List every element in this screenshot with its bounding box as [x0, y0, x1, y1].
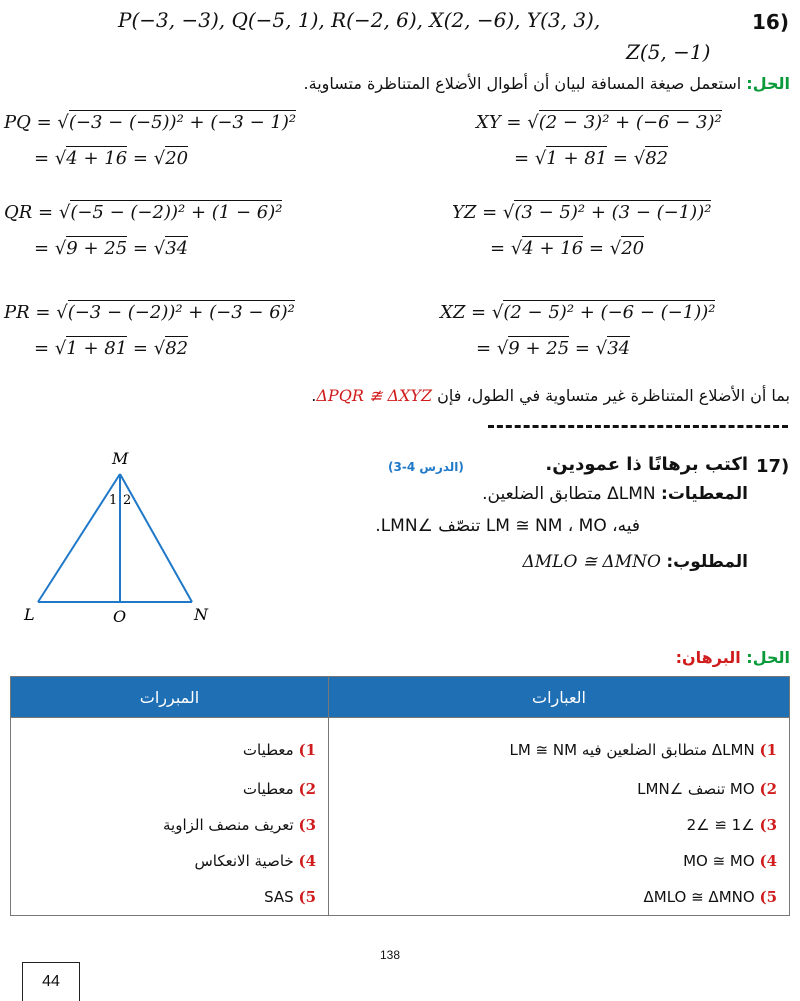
q17-solution-heading	[676, 648, 790, 667]
reason-cell: 2) معطيات	[11, 771, 329, 807]
statement-cell: 1) ΔLMN متطابق الضلعين فيه LM ≅ NM	[329, 718, 790, 772]
prove-label: المطلوب:	[666, 552, 748, 572]
eq-yz-line2: = √4 + 16 = √20	[490, 238, 645, 259]
point-o-label: O	[113, 607, 127, 626]
qr-radicand: (−5 − (−2))² + (1 − 6)²	[70, 202, 283, 223]
statement-cell: 4) MO ≅ MO	[329, 843, 790, 879]
eq-qr-line1: QR = √(−5 − (−2))² + (1 − 6)²	[4, 202, 283, 223]
eq-yz-line1: YZ = √(3 − 5)² + (3 − (−1))²	[452, 202, 712, 223]
q17-number: 17)	[756, 456, 790, 477]
statement-cell: 3) ∠1 ≅ ∠2	[329, 807, 790, 843]
statement-cell: 2) MO تنصف ∠LMN	[329, 771, 790, 807]
solution-label: الحل:	[746, 74, 790, 93]
eq-pq-line1: PQ = √(−3 − (−5))² + (−3 − 1)²	[4, 112, 297, 133]
eq-xz-line2: = √9 + 25 = √34	[476, 338, 631, 359]
angle-1-label: 1	[109, 493, 118, 508]
proof-row	[11, 771, 790, 807]
reasons-header: المبررات	[11, 677, 329, 718]
page-box-number: 44	[22, 962, 80, 1001]
q17-lesson-tag: (الدرس 4-3)	[388, 460, 464, 474]
q16-conclusion: بما أن الأضلاع المتناظرة غير متساوية في الطول، فإن ΔPQR ≇ ΔXYZ.	[311, 386, 790, 405]
two-column-proof-table	[10, 676, 790, 916]
eq-xy-line1: XY = √(2 − 3)² + (−6 − 3)²	[476, 112, 722, 133]
q17-title: اكتب برهانًا ذا عمودين.	[545, 454, 748, 475]
conclusion-math: ΔPQR ≇ ΔXYZ	[316, 386, 433, 405]
eq-pq-line2: = √4 + 16 = √20	[34, 148, 189, 169]
vertex-l-label: L	[24, 605, 35, 624]
angle-2-label: 2	[123, 493, 132, 508]
reason-cell: 3) تعريف منصف الزاوية	[11, 807, 329, 843]
xy-radicand: (2 − 3)² + (−6 − 3)²	[538, 112, 722, 133]
prove-text: ΔMLO ≅ ΔMNO	[522, 552, 661, 572]
isosceles-triangle-figure	[20, 444, 220, 630]
q17-given-2: فيه، LM ≅ NM ، MO تنصّف ∠LMN.	[375, 516, 640, 536]
proof-row	[11, 843, 790, 879]
pr-radicand: (−3 − (−2))² + (−3 − 6)²	[67, 302, 295, 323]
q17-solution-label: الحل:	[746, 648, 790, 667]
q16-number: 16)	[752, 10, 789, 34]
solution-text: استعمل صيغة المسافة لبيان أن أطوال الأضلاع المتناظرة متساوية.	[303, 74, 742, 93]
given-label: المعطيات:	[661, 484, 748, 504]
proof-row	[11, 718, 790, 772]
q16-solution-intro	[304, 74, 790, 93]
eq-pr-line1: PR = √(−3 − (−2))² + (−3 − 6)²	[4, 302, 295, 323]
pq-radicand: (−3 − (−5))² + (−3 − 1)²	[68, 112, 297, 133]
eq-xy-line2: = √1 + 81 = √82	[514, 148, 669, 169]
section-divider	[488, 425, 788, 428]
eq-pr-line2: = √1 + 81 = √82	[34, 338, 189, 359]
q17-given-1	[482, 484, 748, 504]
vertex-n-label: N	[194, 605, 208, 624]
page-number: 138	[380, 948, 401, 962]
q16-points-line2: Z(5, −1)	[626, 40, 711, 64]
eq-qr-line2: = √9 + 25 = √34	[34, 238, 189, 259]
reason-cell: 1) معطيات	[11, 718, 329, 772]
reason-cell: 5) SAS	[11, 879, 329, 916]
statement-cell: 5) ΔMLO ≅ ΔMNO	[329, 879, 790, 916]
conclusion-text: بما أن الأضلاع المتناظرة غير متساوية في الطول، فإن	[437, 386, 790, 405]
reason-cell: 4) خاصية الانعكاس	[11, 843, 329, 879]
q17-prove	[522, 552, 748, 572]
q16-points-line1: P(−3, −3), Q(−5, 1), R(−2, 6), X(2, −6), Y(3, 3),	[118, 8, 601, 32]
given-text-1: ΔLMN متطابق الضلعين.	[482, 484, 656, 504]
eq-xz-line1: XZ = √(2 − 5)² + (−6 − (−1))²	[440, 302, 716, 323]
vertex-m-label: M	[112, 449, 129, 468]
xz-radicand: (2 − 5)² + (−6 − (−1))²	[503, 302, 716, 323]
proof-label: البرهان:	[675, 648, 741, 667]
yz-radicand: (3 − 5)² + (3 − (−1))²	[514, 202, 712, 223]
proof-row	[11, 807, 790, 843]
statements-header: العبارات	[329, 677, 790, 718]
proof-row	[11, 879, 790, 916]
